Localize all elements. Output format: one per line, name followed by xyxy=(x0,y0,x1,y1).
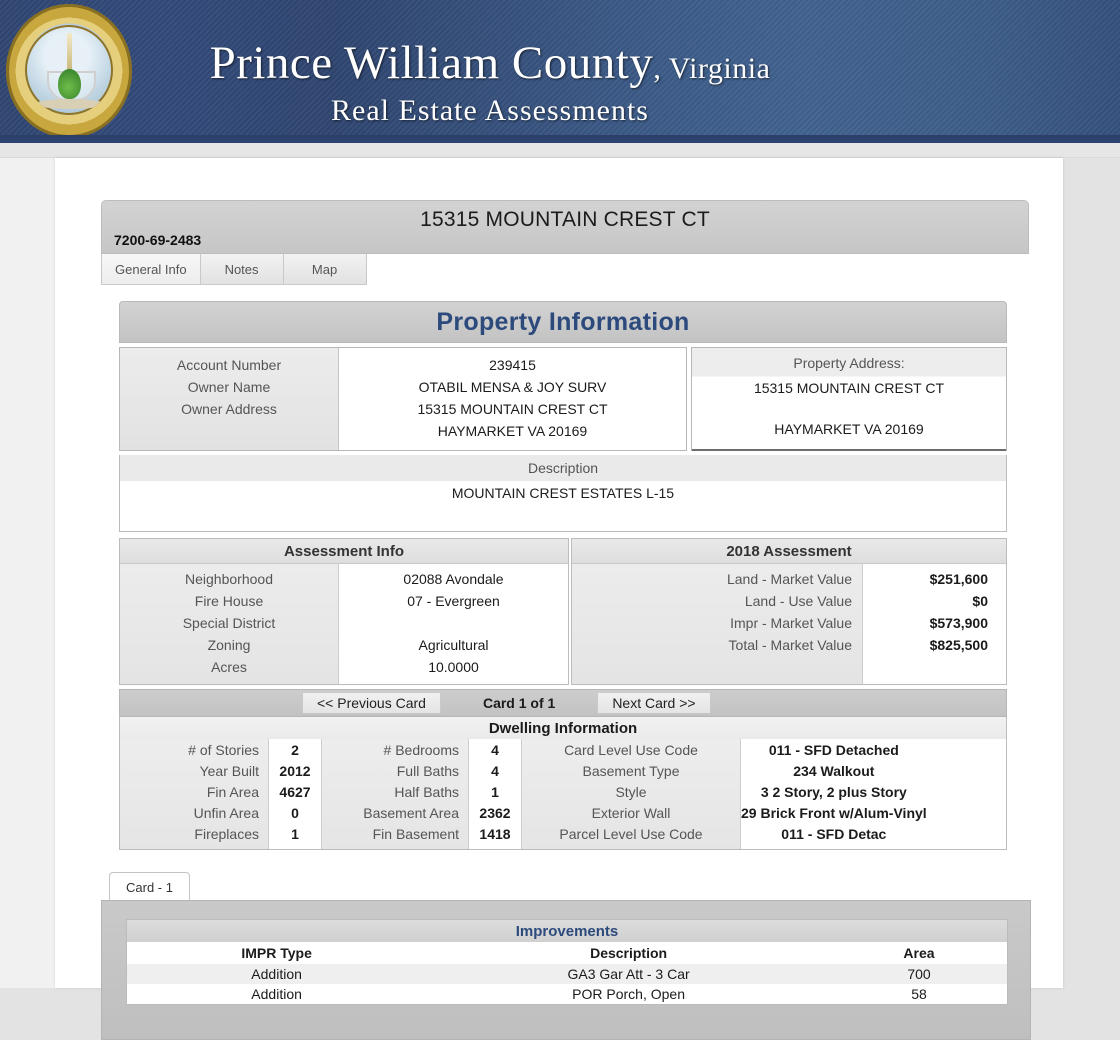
label-owner-address: Owner Address xyxy=(181,401,277,417)
previous-card-button[interactable]: << Previous Card xyxy=(302,692,441,714)
gpin-label: 7200-69-2483 xyxy=(114,232,202,248)
label-owner-name: Owner Name xyxy=(187,379,271,395)
site-banner xyxy=(0,0,1120,143)
card-counter: Card 1 of 1 xyxy=(482,695,556,711)
value-assessment-spacer xyxy=(863,656,1006,678)
property-address-header xyxy=(101,200,1029,254)
property-address-line-1: 15315 MOUNTAIN CREST CT xyxy=(753,380,945,396)
assessment-info-labels xyxy=(120,564,339,684)
label-unfin-area: Unfin Area xyxy=(193,805,259,821)
label-full-baths: Full Baths xyxy=(396,763,459,779)
property-information-title: Property Information xyxy=(436,307,690,336)
label-style: Style xyxy=(615,784,647,800)
assessment-info-box xyxy=(119,538,569,685)
assessment-year-grid xyxy=(572,564,1006,684)
cell-description: GA3 Gar Att - 3 Car xyxy=(426,964,831,984)
tab-general-info[interactable]: General Info xyxy=(101,254,201,285)
value-card-level-use-code: 011 - SFD Detached xyxy=(768,742,899,758)
value-exterior-wall: 29 Brick Front w/Alum-Vinyl xyxy=(741,805,927,821)
card-detail-panel xyxy=(101,872,1031,1040)
value-year-built: 2012 xyxy=(279,763,311,779)
value-owner-address-2: HAYMARKET VA 20169 xyxy=(437,423,588,439)
label-fireplaces: Fireplaces xyxy=(194,826,259,842)
label-exterior-wall: Exterior Wall xyxy=(591,805,671,821)
dwelling-col2-labels xyxy=(322,739,469,849)
value-unfin-area: 0 xyxy=(291,805,299,821)
improvements-title: Improvements xyxy=(127,920,1007,942)
value-style: 3 2 Story, 2 plus Story xyxy=(760,784,907,800)
table-row[interactable] xyxy=(127,964,1007,984)
value-impr-market-value: $573,900 xyxy=(929,615,988,631)
cell-area: 58 xyxy=(911,986,927,1002)
cell-impr-type: Addition xyxy=(127,964,426,984)
value-acres: 10.0000 xyxy=(428,659,479,675)
value-fin-basement: 1418 xyxy=(479,826,511,842)
cell-description: POR Porch, Open xyxy=(572,986,685,1002)
wordmark-county: Prince William County xyxy=(209,37,654,89)
value-half-baths: 1 xyxy=(491,784,499,800)
label-fire-house: Fire House xyxy=(194,593,264,609)
label-half-baths: Half Baths xyxy=(394,784,459,800)
label-zoning: Zoning xyxy=(207,637,251,653)
property-address-line-2: HAYMARKET VA 20169 xyxy=(774,421,924,437)
dwelling-information-box xyxy=(119,717,1007,850)
label-parcel-level-use-code: Parcel Level Use Code xyxy=(559,826,703,842)
label-impr-market-value: Impr - Market Value xyxy=(730,615,852,631)
card-tab-bar xyxy=(109,872,1031,901)
description-caption: Description xyxy=(527,460,599,476)
owner-box xyxy=(119,347,687,451)
value-stories: 2 xyxy=(291,742,299,758)
label-neighborhood: Neighborhood xyxy=(185,571,273,587)
tab-map[interactable]: Map xyxy=(284,254,367,285)
label-fin-area: Fin Area xyxy=(206,784,259,800)
banner-underbar xyxy=(0,143,1120,158)
label-total-market-value: Total - Market Value xyxy=(728,637,852,653)
wordmark-line-1 xyxy=(140,36,840,90)
dwelling-col1-labels xyxy=(120,739,269,849)
value-full-baths: 4 xyxy=(491,763,499,779)
site-wordmark xyxy=(140,36,840,128)
dwelling-column-1 xyxy=(120,739,322,849)
cell-area: 700 xyxy=(831,964,1007,984)
dwelling-col3-labels xyxy=(522,739,741,849)
property-information-panel xyxy=(119,301,1007,850)
tab-card-1[interactable]: Card - 1 xyxy=(109,872,190,901)
value-parcel-level-use-code: 011 - SFD Detac xyxy=(781,826,887,842)
seal-ground xyxy=(35,99,105,109)
value-basement-type: 234 Walkout xyxy=(793,763,875,779)
tab-notes[interactable]: Notes xyxy=(201,254,284,285)
value-owner-name: OTABIL MENSA & JOY SURV xyxy=(418,379,607,395)
label-bedrooms: # Bedrooms xyxy=(383,742,459,758)
cell-impr-type: Addition xyxy=(251,986,302,1002)
card-navigation-bar xyxy=(119,689,1007,717)
seal-flame xyxy=(58,69,81,99)
label-fin-basement: Fin Basement xyxy=(372,826,459,842)
page-content xyxy=(101,200,1035,1040)
wordmark-state: , Virginia xyxy=(653,52,771,85)
description-value: MOUNTAIN CREST ESTATES L-15 xyxy=(451,485,675,501)
assessment-year-box xyxy=(571,538,1007,685)
property-information-header xyxy=(119,301,1007,343)
assessment-year-labels xyxy=(572,564,863,684)
column-header-area: Area xyxy=(831,942,1007,964)
dwelling-col3-values xyxy=(741,739,927,849)
label-acres: Acres xyxy=(211,659,247,675)
value-bedrooms: 4 xyxy=(491,742,499,758)
table-row[interactable] xyxy=(127,984,1007,1004)
assessment-info-title: Assessment Info xyxy=(120,539,568,564)
property-address-box xyxy=(691,347,1007,451)
page-surface xyxy=(55,158,1063,1002)
page-right-gutter xyxy=(1063,158,1120,988)
value-account-number: 239415 xyxy=(489,357,536,373)
dwelling-col2-values xyxy=(469,739,522,849)
label-card-level-use-code: Card Level Use Code xyxy=(564,742,698,758)
main-tab-bar xyxy=(101,254,1035,285)
value-zoning: Agricultural xyxy=(418,637,489,653)
owner-label-column xyxy=(120,348,339,450)
assessment-info-grid xyxy=(120,564,568,684)
page-left-gutter xyxy=(0,158,55,988)
value-special-district xyxy=(339,612,568,634)
label-year-built: Year Built xyxy=(199,763,259,779)
label-land-use-value: Land - Use Value xyxy=(744,593,852,609)
next-card-button[interactable]: Next Card >> xyxy=(597,692,710,714)
page-title: 15315 MOUNTAIN CREST CT xyxy=(420,208,710,231)
value-owner-address-1: 15315 MOUNTAIN CREST CT xyxy=(417,401,608,417)
value-total-market-value: $825,500 xyxy=(929,637,988,653)
owner-value-column xyxy=(339,348,686,450)
value-basement-area: 2362 xyxy=(479,805,511,821)
property-address-caption: Property Address: xyxy=(793,355,905,371)
assessment-info-values xyxy=(339,564,568,684)
dwelling-column-3 xyxy=(522,739,927,849)
wordmark-line-2: Real Estate Assessments xyxy=(331,94,649,127)
assessment-row xyxy=(119,538,1007,685)
dwelling-grid xyxy=(120,739,1006,849)
card-tab-body xyxy=(101,900,1031,1040)
improvements-header-row xyxy=(127,942,1007,964)
label-stories: # of Stories xyxy=(188,742,259,758)
value-fireplaces: 1 xyxy=(291,826,299,842)
county-seal-icon xyxy=(6,4,132,138)
value-land-market-value: $251,600 xyxy=(929,571,988,587)
owner-and-address-row xyxy=(119,347,1007,451)
improvements-box xyxy=(126,919,1008,1005)
column-header-impr-type: IMPR Type xyxy=(127,942,426,964)
description-box xyxy=(119,455,1007,532)
value-fin-area: 4627 xyxy=(279,784,311,800)
dwelling-column-2 xyxy=(322,739,522,849)
assessment-year-values xyxy=(863,564,1006,684)
value-fire-house: 07 - Evergreen xyxy=(407,593,500,609)
assessment-year-title: 2018 Assessment xyxy=(572,539,1006,564)
label-account-number: Account Number xyxy=(176,357,282,373)
label-special-district: Special District xyxy=(182,615,276,631)
label-basement-area: Basement Area xyxy=(363,805,459,821)
value-neighborhood: 02088 Avondale xyxy=(403,571,504,587)
value-land-use-value: $0 xyxy=(972,593,988,609)
column-header-description: Description xyxy=(426,942,831,964)
seal-disc xyxy=(25,25,113,115)
dwelling-col1-values xyxy=(269,739,322,849)
label-land-market-value: Land - Market Value xyxy=(726,571,852,587)
label-assessment-spacer xyxy=(572,656,862,678)
label-basement-type: Basement Type xyxy=(582,763,680,779)
improvements-table xyxy=(127,942,1007,1004)
dwelling-information-title: Dwelling Information xyxy=(120,717,1006,739)
